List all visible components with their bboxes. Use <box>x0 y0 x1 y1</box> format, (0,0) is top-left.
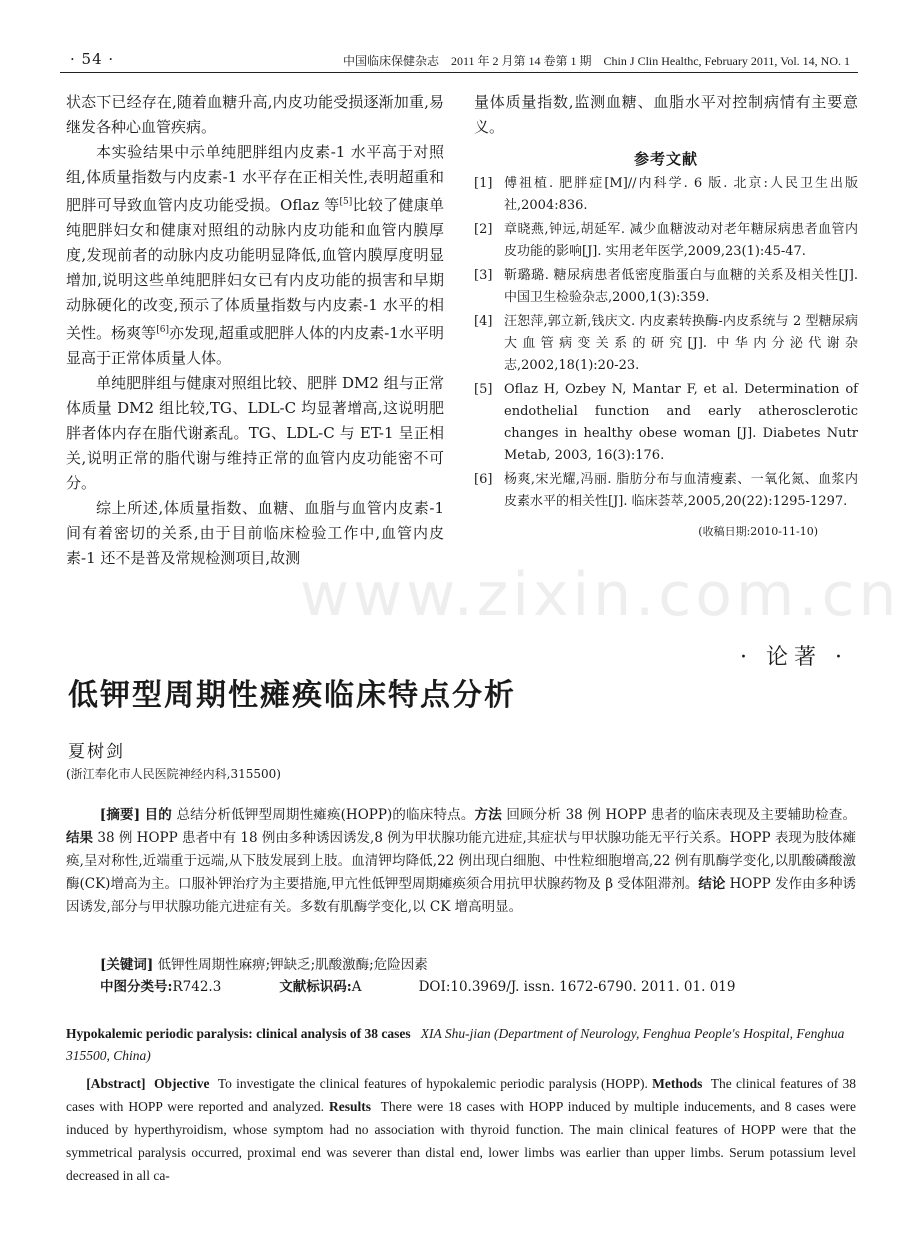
references-heading: 参考文献 <box>633 150 698 168</box>
text-span: 本实验结果中示单纯肥胖组内皮素-1 水平高于对照组,体质量指数与内皮素-1 水平存在正相关性,表明超重和肥胖可导致血管内皮功能受损。Oflaz 等 <box>66 143 444 214</box>
objective-label: 目的 <box>144 807 172 823</box>
results-label: Results <box>328 1099 371 1114</box>
journal-header: 中国临床保健杂志 2011 年 2 月第 14 卷第 1 期 Chin J Clin Healthc, February 2011, Vol. 14, NO. 1 <box>343 54 850 68</box>
doc-code-group <box>279 975 414 995</box>
citation: [6] <box>156 325 169 335</box>
left-column <box>66 90 444 571</box>
methods-label: Methods <box>652 1076 703 1091</box>
paragraph: 综上所述,体质量指数、血糖、血脂与血管内皮素-1 间有着密切的关系,由于目前临床检验工作中,血管内皮素-1 还不是普及常规检测项目,故测 <box>66 499 444 567</box>
reference-item <box>474 311 858 377</box>
reference-item <box>474 265 858 309</box>
author-affiliation: (浙江奉化市人民医院神经内科,315500) <box>66 767 281 781</box>
clc-group <box>100 975 275 995</box>
author-name: 夏树剑 <box>68 742 125 762</box>
keywords-text: 低钾性周期性麻痹;钾缺乏;肌酸激酶;危险因素 <box>157 957 428 973</box>
reference-item <box>474 379 858 467</box>
received-date: (收稿日期:2010-11-10) <box>698 525 818 538</box>
result-label: 结果 <box>66 830 94 846</box>
abstract-label: [Abstract] <box>86 1076 146 1091</box>
conclusion-text: HOPP 发作由多种诱因诱发,部分与甲状腺功能亢进症有关。多数有肌酶学变化,以 CK 增高明显。 <box>66 876 856 915</box>
english-author-affiliation: XIA Shu-jian (Department of Neurology, Fenghua People's Hospital, Fenghua 315500, China) <box>66 1026 845 1063</box>
reference-number: [6] <box>474 472 493 487</box>
article-title: 低钾型周期性瘫痪临床特点分析 <box>68 678 516 713</box>
paragraph <box>66 140 444 371</box>
objective-label: Objective <box>154 1076 210 1091</box>
text-span: 亦发现,超重或肥胖人体的内皮素-1水平明显高于正常体质量人体。 <box>66 324 444 367</box>
section-tag: · 论著 · <box>740 645 848 670</box>
reference-number: [4] <box>474 314 493 329</box>
keywords-label: [关键词] <box>100 957 154 973</box>
reference-text: 章晓燕,钟远,胡延军. 减少血糖波动对老年糖尿病患者血管内皮功能的影响[J]. 实用老年医学,2009,23(1):45-47. <box>504 222 858 259</box>
abstract-chinese <box>66 804 856 919</box>
reference-item <box>474 173 858 217</box>
right-column <box>474 90 858 539</box>
reference-text: Oflaz H, Ozbey N, Mantar F, et al. Determination of endothelial function and early atherosclerotic changes in healthy obese woman [J]. Diabetes Nutr Metab, 2003, 16(3):176. <box>504 382 858 463</box>
reference-text: 靳璐璐. 糖尿病患者低密度脂蛋白与血糖的关系及相关性[J]. 中国卫生检验杂志,2000,1(3):359. <box>504 268 858 305</box>
abstract-english <box>66 1072 856 1187</box>
watermark: www.zixin.com.cn <box>300 560 901 630</box>
english-title-block <box>66 1023 856 1067</box>
classification-line <box>100 975 860 995</box>
english-title: Hypokalemic periodic paralysis: clinical analysis of 38 cases <box>66 1026 411 1041</box>
objective-text: 总结分析低钾型周期性瘫痪(HOPP)的临床特点。 <box>176 807 475 823</box>
method-label: 方法 <box>474 807 502 823</box>
doc-code-label: 文献标识码: <box>279 979 352 995</box>
reference-number: [1] <box>474 176 493 191</box>
reference-number: [3] <box>474 268 493 283</box>
reference-text: 汪恕萍,郭立新,钱庆文. 内皮素转换酶-内皮系统与 2 型糖尿病大血管病变关系的研究[J]. 中华内分泌代谢杂志,2002,18(1):20-23. <box>504 314 858 373</box>
results-text: There were 18 cases with HOPP induced by multiple inducements, and 8 cases were induced by hyperthyroidism, whose symptom had no association with thyroid function. The main clinical features of HOPP were that the symmetrical paralysis occurred, proximal end was severer than distal end, lower limbs was earlier than upper limbs. Serum potassium level decreased in all ca- <box>66 1099 856 1183</box>
text-span: 比较了健康单纯肥胖妇女和健康对照组的动脉内皮功能和血管内膜厚度,发现前者的动脉内皮功能明显降低,血管内膜厚度明显增加,说明这些单纯肥胖妇女已有内皮功能的损害和早期动脉硬化的改变,预示了体质量指数与内皮素-1 水平的相关性。杨爽等 <box>66 196 444 342</box>
doc-code: A <box>351 979 362 995</box>
page-number: · 54 · <box>70 50 115 68</box>
header-divider <box>60 72 858 73</box>
keywords <box>100 953 850 973</box>
conclusion-label: 结论 <box>698 876 726 892</box>
reference-text: 傅祖植. 肥胖症[M]//内科学. 6 版. 北京:人民卫生出版社,2004:836. <box>504 176 858 213</box>
clc-code: R742.3 <box>172 979 222 995</box>
clc-label: 中图分类号: <box>100 979 173 995</box>
abstract-label: [摘要] <box>99 807 141 823</box>
doi: DOI:10.3969/J. issn. 1672-6790. 2011. 01. 019 <box>418 979 736 995</box>
reference-number: [2] <box>474 222 493 237</box>
objective-text: To investigate the clinical features of hypokalemic periodic paralysis (HOPP). <box>217 1076 648 1091</box>
reference-number: [5] <box>474 382 493 397</box>
paragraph: 状态下已经存在,随着血糖升高,内皮功能受损逐渐加重,易继发各种心血管疾病。 <box>66 93 444 136</box>
reference-item <box>474 219 858 263</box>
reference-item <box>474 469 858 513</box>
reference-list <box>474 173 858 513</box>
result-text: 38 例 HOPP 患者中有 18 例由多种诱因诱发,8 例为甲状腺功能亢进症,其症状与甲状腺功能无平行关系。HOPP 表现为肢体瘫痪,呈对称性,近端重于远端,从下肢发展到上肢。血清钾均降低,22 例出现白细胞、中性粒细胞增高,22 例有肌酶学变化,以肌酸磷酸激酶(CK)增高为主。口服补钾治疗为主要措施,甲亢性低钾型周期瘫痪须合用抗甲状腺药物及 β 受体阻滞剂。 <box>66 830 856 892</box>
paragraph: 量体质量指数,监测血糖、血脂水平对控制病情有主要意义。 <box>474 93 858 136</box>
reference-text: 杨爽,宋光耀,冯丽. 脂肪分布与血清瘦素、一氧化氮、血浆内皮素水平的相关性[J]. 临床荟萃,2005,20(22):1295-1297. <box>504 472 858 509</box>
citation: [5] <box>339 197 353 207</box>
method-text: 回顾分析 38 例 HOPP 患者的临床表现及主要辅助检查。 <box>506 807 857 823</box>
paragraph: 单纯肥胖组与健康对照组比较、肥胖 DM2 组与正常体质量 DM2 组比较,TG、LDL-C 均显著增高,这说明肥胖者体内存在脂代谢紊乱。TG、LDL-C 与 ET-1 呈正相关,说明正常的脂代谢与维持正常的血管内皮功能密不可分。 <box>66 374 444 492</box>
methods-text: The clinical features of 38 cases with HOPP were reported and analyzed. <box>66 1076 857 1114</box>
